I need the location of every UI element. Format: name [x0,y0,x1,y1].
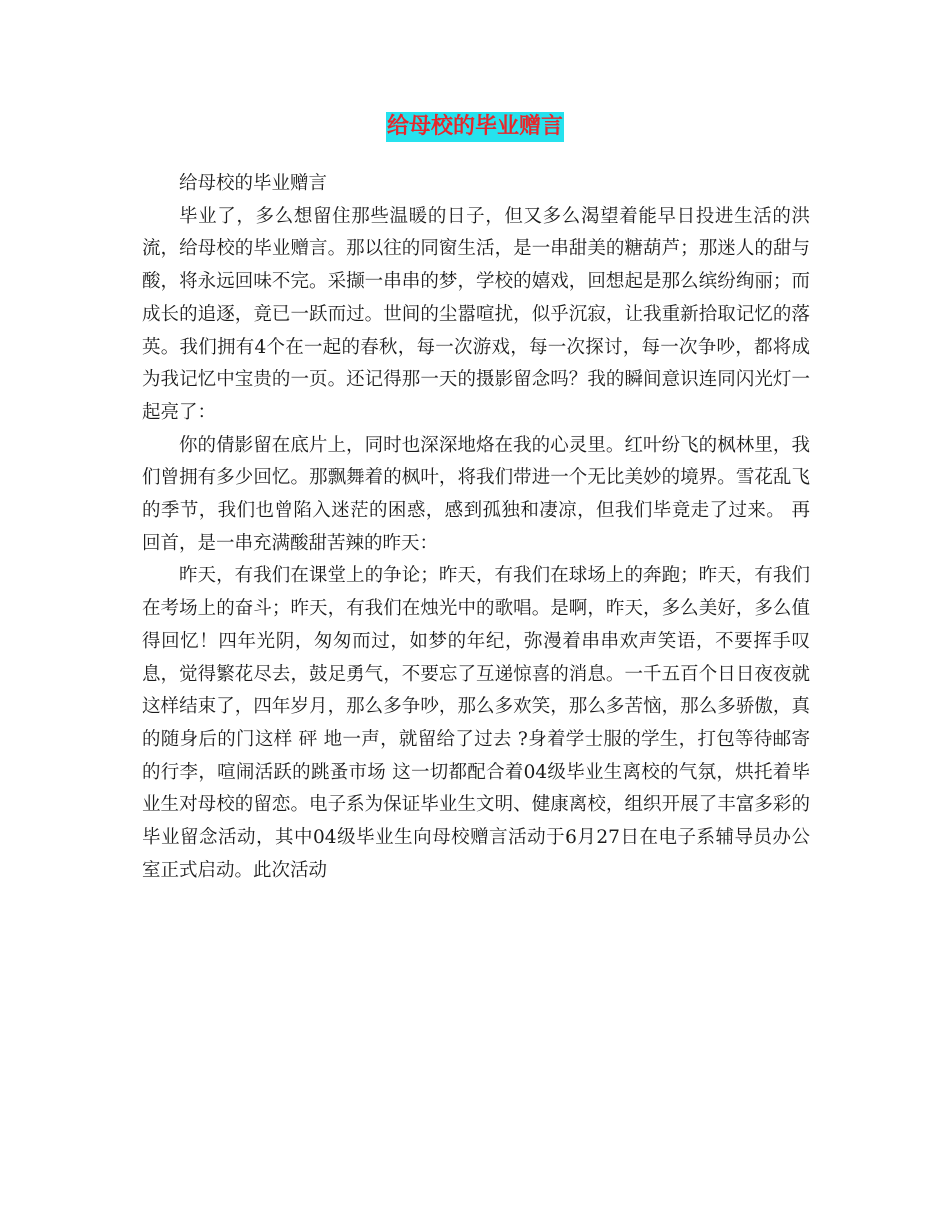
document-title: 给母校的毕业赠言 [386,112,564,142]
title-container [0,112,950,142]
paragraph: 你的倩影留在底片上，同时也深深地烙在我的心灵里。红叶纷飞的枫林里，我们曾拥有多少回忆。那飘舞着的枫叶，将我们带进一个无比美妙的境界。雪花乱飞的季节，我们也曾陷入迷茫的困惑，感到孤独和凄凉，但我们毕竟走了过来。 再回首，是一串充满酸甜苦辣的昨天： [142,434,810,554]
paragraph-subtitle: 给母校的毕业赠言 [179,173,328,194]
paragraph: 毕业了，多么想留住那些温暖的日子，但又多么渴望着能早日投进生活的洪流，给母校的毕业赠言。那以往的同窗生活，是一串甜美的糖葫芦；那迷人的甜与酸，将永远回味不完。采撷一串串的梦，学校的嬉戏，回想起是那么缤纷绚丽；而成长的追逐，竟已一跃而过。世间的尘嚣喧扰，似乎沉寂，让我重新拾取记忆的落英。我们拥有4个在一起的春秋，每一次游戏，每一次探讨，每一次争吵，都将成为我记忆中宝贵的一页。还记得那一天的摄影留念吗？我的瞬间意识连同闪光灯一起亮了： [142,205,810,423]
paragraph: 昨天，有我们在课堂上的争论；昨天，有我们在球场上的奔跑；昨天，有我们在考场上的奋斗；昨天，有我们在烛光中的歌唱。是啊，昨天，多么美好，多么值得回忆！四年光阴，匆匆而过，如梦的年纪，弥漫着串串欢声笑语，不要挥手叹息，觉得繁花尽去，鼓足勇气，不要忘了互递惊喜的消息。一千五百个日日夜夜就这样结束了，四年岁月，那么多争吵，那么多欢笑，那么多苦恼，那么多骄傲，真的随身后的门这样 砰 地一声，就留给了过去 ?身着学士服的学生，打包等待邮寄的行李，喧闹活跃的跳蚤市场 这一切都配合着04级毕业生离校的气氛，烘托着毕业生对母校的留恋。电子系为保证毕业生文明、健康离校，组织开展了丰富多彩的毕业留念活动，其中04级毕业生向母校赠言活动于6月27日在电子系辅导员办公室正式启动。此次活动 [142,565,810,881]
document-body [142,168,810,887]
